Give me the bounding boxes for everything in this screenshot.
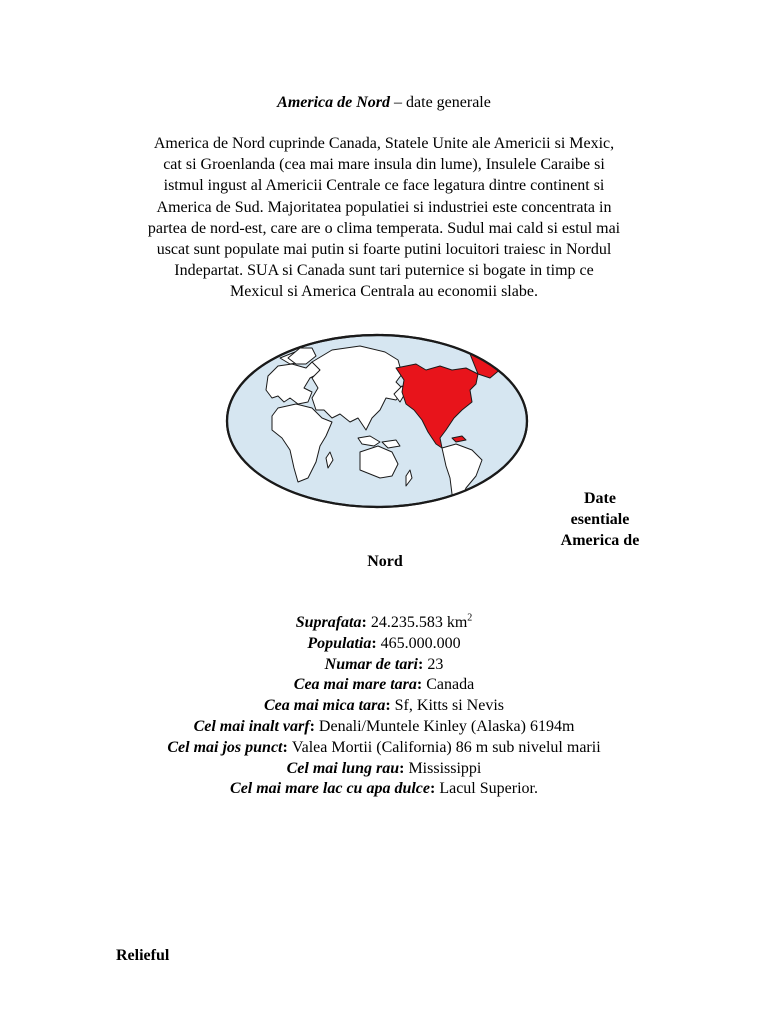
facts-box-title-tail: Nord	[367, 553, 403, 570]
fact-value: Lacul Superior.	[439, 780, 538, 798]
fact-label: Cea mai mica tara	[264, 697, 386, 715]
fact-separator: :	[399, 759, 409, 777]
fact-row	[0, 696, 768, 717]
intro-paragraph	[110, 133, 658, 303]
page-title-rest: – date generale	[390, 94, 491, 111]
fact-value: 24.235.583 km	[370, 614, 468, 631]
fact-value: Mississippi	[408, 759, 482, 777]
intro-line: cat si Groenlanda (cea mai mare insula din lume), Insulele Caraibe si	[163, 156, 605, 174]
fact-separator: :	[430, 780, 440, 798]
facts-box-title	[550, 488, 650, 551]
fact-label: Populatia	[307, 634, 372, 652]
fact-separator: :	[309, 717, 319, 735]
fact-separator: :	[361, 614, 371, 631]
fact-value: Sf, Kitts si Nevis	[394, 697, 504, 715]
intro-line: partea de nord-est, care are o clima temperata. Sudul mai cald si estul mai	[147, 219, 621, 237]
page-title-main: America de Nord	[277, 94, 391, 111]
fact-row	[0, 717, 768, 738]
fact-label: Numar de tari	[324, 655, 418, 673]
fact-value: 465.000.000	[380, 634, 461, 652]
fact-row	[0, 613, 768, 634]
fact-separator: :	[418, 655, 428, 673]
fact-row	[0, 738, 768, 759]
fact-row	[0, 779, 768, 800]
facts-box-title-line: esentiale	[570, 511, 630, 528]
intro-line: Indepartat. SUA si Canada sunt tari puternice si bogate in timp ce	[174, 262, 594, 280]
facts-list	[0, 613, 768, 800]
fact-label: Cel mai lung rau	[286, 759, 400, 777]
fact-value: Denali/Muntele Kinley (Alaska) 6194m	[318, 717, 575, 735]
fact-row	[0, 759, 768, 780]
intro-line: uscat sunt populate mai putin si foarte putini locuitori traiesc in Nordul	[156, 241, 612, 259]
fact-superscript: 2	[467, 612, 473, 624]
intro-line: America de Nord cuprinde Canada, Statele Unite ale Americii si Mexic,	[153, 135, 615, 152]
intro-line: America de Sud. Majoritatea populatiei si industriei este concentrata in	[156, 198, 612, 216]
page-title	[0, 93, 768, 113]
fact-value: Canada	[426, 676, 475, 694]
facts-box-title-line: Date	[584, 490, 616, 507]
intro-line: istmul ingust al Americii Centrale ce face legatura dintre continent si	[163, 177, 605, 195]
fact-separator: :	[385, 697, 395, 715]
fact-row	[0, 634, 768, 655]
fact-label: Cel mai mare lac cu apa dulce	[230, 780, 430, 798]
fact-label: Cel mai inalt varf	[193, 717, 310, 735]
fact-label: Suprafata	[295, 614, 362, 631]
fact-label: Cel mai jos punct	[167, 738, 283, 756]
world-map-image	[220, 318, 535, 528]
fact-separator: :	[371, 634, 381, 652]
world-map-svg	[220, 318, 535, 528]
intro-line: Mexicul si America Centrala au economii slabe.	[230, 283, 538, 301]
facts-box-title-line: America de	[560, 532, 640, 549]
section-heading-relief: Relieful	[116, 947, 170, 964]
fact-value: 23	[427, 655, 444, 673]
fact-row	[0, 675, 768, 696]
fact-separator: :	[416, 676, 427, 694]
fact-value: Valea Mortii (California) 86 m sub nivelul marii	[291, 738, 601, 756]
fact-row	[0, 655, 768, 676]
fact-separator: :	[282, 738, 292, 756]
fact-label: Cea mai mare tara	[293, 676, 417, 694]
